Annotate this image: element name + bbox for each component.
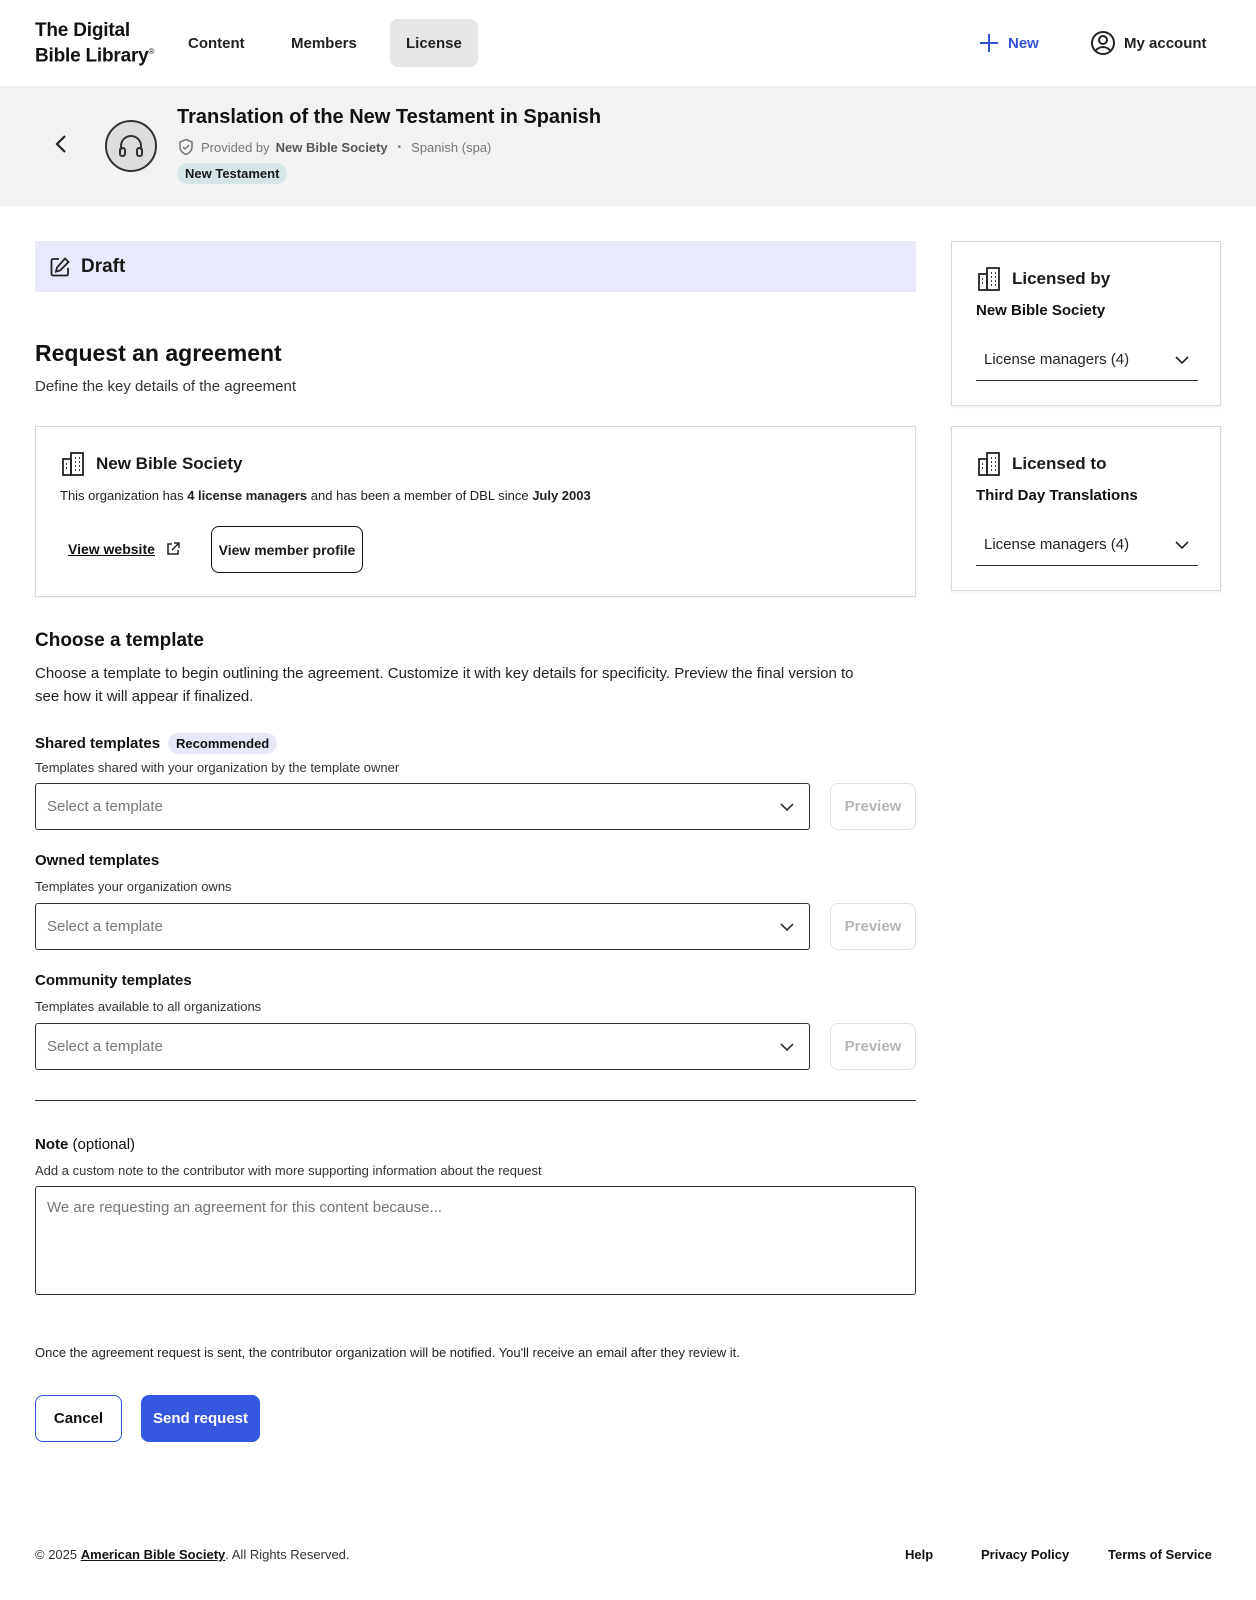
headphones-icon: [115, 130, 147, 162]
plus-icon: [978, 32, 1000, 54]
provided-by-label: Provided by: [201, 139, 270, 155]
my-account-label: My account: [1124, 34, 1207, 52]
top-navigation: [0, 0, 1256, 86]
note-label: Note: [35, 1136, 69, 1153]
community-templates-help: Templates available to all organizations: [35, 999, 262, 1014]
status-banner: [35, 241, 916, 292]
building-icon: [976, 266, 1002, 292]
building-icon: [60, 451, 86, 477]
view-member-profile-button[interactable]: View member profile: [211, 526, 363, 573]
page-subtitle: Define the key details of the agreement: [35, 378, 296, 395]
footer-privacy-link[interactable]: Privacy Policy: [981, 1547, 1070, 1562]
licensed-to-managers-label: License managers (4): [984, 536, 1130, 553]
building-icon: [976, 451, 1002, 477]
licensed-by-org: New Bible Society: [976, 302, 1106, 319]
meta-separator: •: [397, 141, 402, 153]
chevron-down-icon: [779, 919, 795, 935]
back-arrow-icon[interactable]: [50, 132, 74, 156]
licensed-by-card: [951, 241, 1221, 406]
note-help: Add a custom note to the contributor with more supporting information about the request: [35, 1163, 542, 1178]
footer-copyright: [35, 1547, 350, 1562]
shared-templates-preview-button[interactable]: Preview: [830, 783, 916, 830]
request-notice: Once the agreement request is sent, the contributor organization will be notified. You'll receive an email after they review it.: [35, 1345, 740, 1360]
licensed-by-heading-row: [976, 266, 1110, 292]
licensed-by-managers-dropdown[interactable]: [976, 339, 1198, 381]
shared-templates-select[interactable]: [35, 783, 810, 830]
note-textarea[interactable]: [35, 1186, 916, 1295]
verified-shield-icon: [177, 138, 195, 156]
licensed-to-title: Licensed to: [1012, 454, 1107, 473]
licensed-by-title: Licensed by: [1012, 269, 1111, 288]
licensed-by-managers-label: License managers (4): [984, 351, 1130, 368]
shared-templates-label: Shared templates: [35, 735, 161, 752]
logo-registered-mark: ®: [148, 47, 155, 56]
organization-card: [35, 426, 916, 597]
my-account-button[interactable]: [1090, 19, 1207, 67]
organization-name: New Bible Society: [96, 454, 243, 473]
nav-item-members[interactable]: Members: [291, 34, 357, 52]
chevron-down-icon: [779, 1039, 795, 1055]
org-manager-count: 4 license managers: [187, 488, 308, 503]
owned-templates-select[interactable]: [35, 903, 810, 950]
external-link-icon: [165, 541, 181, 557]
rights-text: . All Rights Reserved.: [225, 1547, 350, 1562]
community-templates-select[interactable]: [35, 1023, 810, 1070]
licensed-to-org: Third Day Translations: [976, 487, 1138, 504]
chevron-down-icon: [779, 799, 795, 815]
footer-terms-link[interactable]: Terms of Service: [1108, 1547, 1212, 1562]
licensed-to-card: [951, 426, 1221, 591]
community-templates-preview-button[interactable]: Preview: [830, 1023, 916, 1070]
new-button[interactable]: [978, 19, 1039, 67]
owned-templates-label: Owned templates: [35, 852, 160, 869]
copyright-text: © 2025: [35, 1547, 78, 1562]
logo-line-1: The Digital: [35, 20, 130, 41]
licensed-to-heading-row: [976, 451, 1106, 477]
community-templates-label: Community templates: [35, 972, 192, 989]
scope-tag: New Testament: [177, 163, 287, 184]
organization-description: [60, 488, 591, 503]
org-desc-prefix: This organization has: [60, 488, 184, 503]
owned-templates-preview-button[interactable]: Preview: [830, 903, 916, 950]
view-website-label: View website: [68, 541, 155, 557]
chevron-down-icon: [1174, 352, 1190, 368]
american-bible-society-link[interactable]: American Bible Society: [80, 1547, 226, 1562]
logo-line-2: Bible Library: [35, 45, 149, 67]
licensed-to-managers-dropdown[interactable]: [976, 524, 1198, 566]
content-title: Translation of the New Testament in Spanish: [177, 106, 602, 128]
cancel-button[interactable]: Cancel: [35, 1395, 122, 1442]
owned-templates-help: Templates your organization owns: [35, 879, 232, 894]
organization-name-row: [60, 451, 242, 477]
nav-item-license[interactable]: License: [390, 19, 478, 67]
org-desc-mid: and has been a member of DBL since: [310, 488, 529, 503]
view-website-link[interactable]: [68, 541, 181, 557]
new-button-label: New: [1008, 34, 1039, 52]
shared-templates-placeholder: Select a template: [47, 798, 163, 815]
content-meta: [177, 138, 491, 156]
note-label-row: [35, 1136, 135, 1153]
edit-icon: [49, 256, 71, 278]
shared-templates-help: Templates shared with your organization by the template owner: [35, 760, 400, 775]
note-optional: (optional): [72, 1136, 136, 1153]
nav-item-content[interactable]: Content: [188, 34, 245, 52]
recommended-badge: Recommended: [168, 733, 277, 754]
page-title: Request an agreement: [35, 340, 282, 366]
choose-template-description: Choose a template to begin outlining the agreement. Customize it with key details for specificity. Preview the final version to see how it will appear if finalized.: [35, 665, 854, 705]
status-label: Draft: [81, 255, 126, 277]
content-avatar: [105, 120, 157, 172]
user-circle-icon: [1090, 30, 1116, 56]
send-request-button[interactable]: Send request: [141, 1395, 260, 1442]
provider-name: New Bible Society: [275, 139, 388, 155]
choose-template-heading: Choose a template: [35, 630, 204, 651]
owned-templates-placeholder: Select a template: [47, 918, 163, 935]
logo[interactable]: [35, 20, 154, 66]
community-templates-placeholder: Select a template: [47, 1038, 163, 1055]
section-divider: [35, 1100, 916, 1101]
footer-help-link[interactable]: Help: [905, 1547, 934, 1562]
shared-templates-label-row: [35, 733, 277, 754]
org-member-since: July 2003: [532, 488, 591, 503]
content-language: Spanish (spa): [411, 139, 492, 155]
chevron-down-icon: [1174, 537, 1190, 553]
